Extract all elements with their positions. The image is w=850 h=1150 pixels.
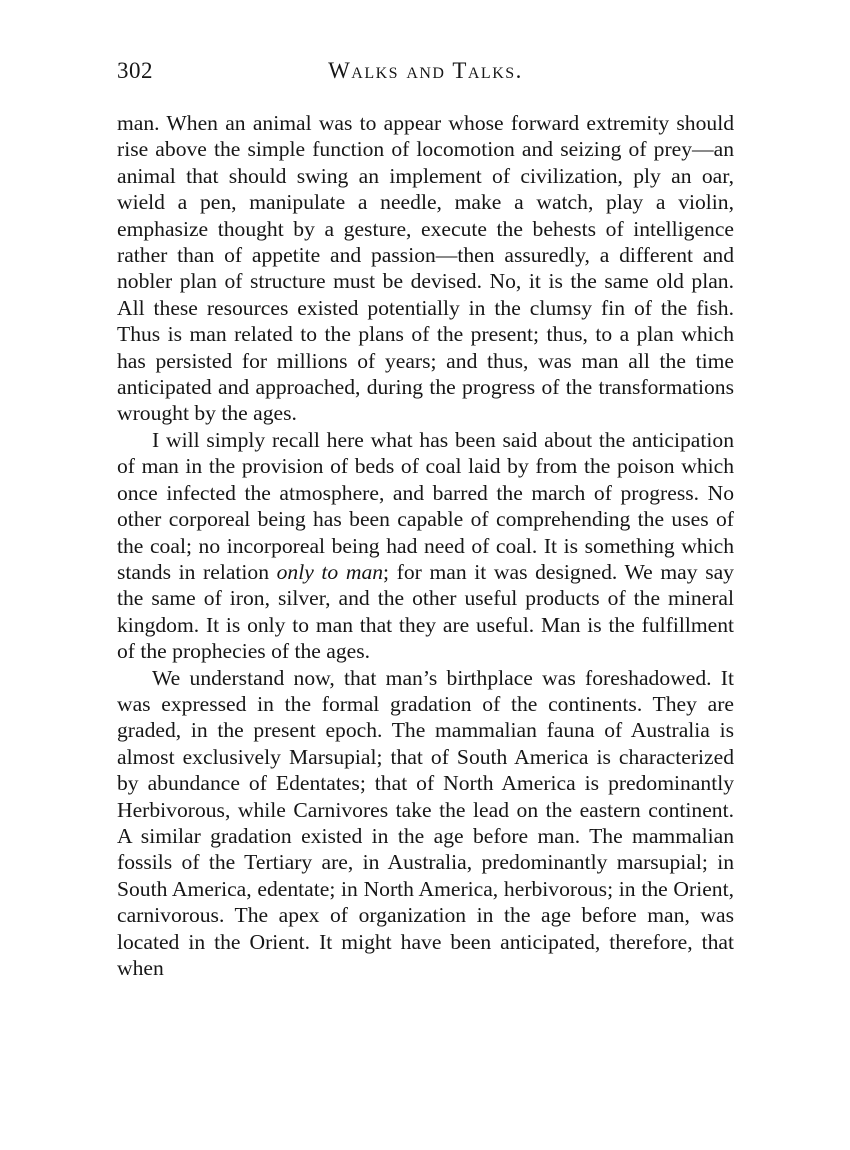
paragraph-continuation: man. When an animal was to appear whose forward extremity should rise above the simple function of locomotion and seizing of prey—an animal that should swing an implement of civilization, ply an oar, wield a pen, manipulate a needle, make a watch, play a violin, emphasize thought by a gesture, execute the behests of intelligence rather than of appetite and passion—then assuredly, a different and nobler plan of structure must be devised. No, it is the same old plan. All these resources existed potentially in the clumsy fin of the fish. Thus is man related to the plans of the present; thus, to a plan which has persisted for millions of years; and thus, was man all the time anticipated and approached, during the progress of the transformations wrought by the ages.	[117, 111, 734, 426]
emphasis-only-to-man: only to man	[276, 559, 384, 584]
paragraph-coal-text-before: I will simply recall here what has been said about the anticipation of man in the provision of beds of coal laid by from the poison which once infected the atmosphere, and barred the march of progress. No other corporeal being has been capable of comprehending the uses of the coal; no incorporeal being had need of coal. It is something which stands in relation	[117, 427, 734, 584]
running-head	[117, 58, 734, 92]
running-title: Walks and Talks.	[328, 58, 523, 83]
paragraph-coal-text-after: ; for man it was designed. We may say the same of iron, silver, and the other useful products of the mineral kingdom. It is only to man that they are useful. Man is the fulfillment of the prophecies of the ages.	[117, 559, 734, 664]
page-number: 302	[117, 58, 153, 83]
paragraph-birthplace: We understand now, that man’s birthplace was foreshadowed. It was expressed in the formal gradation of the continents. They are graded, in the present epoch. The mammalian fauna of Australia is almost exclusively Marsupial; that of South America is characterized by abundance of Edentates; that of North America is predominantly Herbivorous, while Carnivores take the lead on the eastern continent. A similar gradation existed in the age before man. The mammalian fossils of the Tertiary are, in Australia, predominantly marsupial; in South America, edentate; in North America, herbivorous; in the Orient, carnivorous. The apex of organization in the age before man, was located in the Orient. It might have been anticipated, therefore, that when	[117, 665, 734, 980]
body-text	[117, 110, 734, 981]
paragraph-coal	[117, 427, 734, 665]
